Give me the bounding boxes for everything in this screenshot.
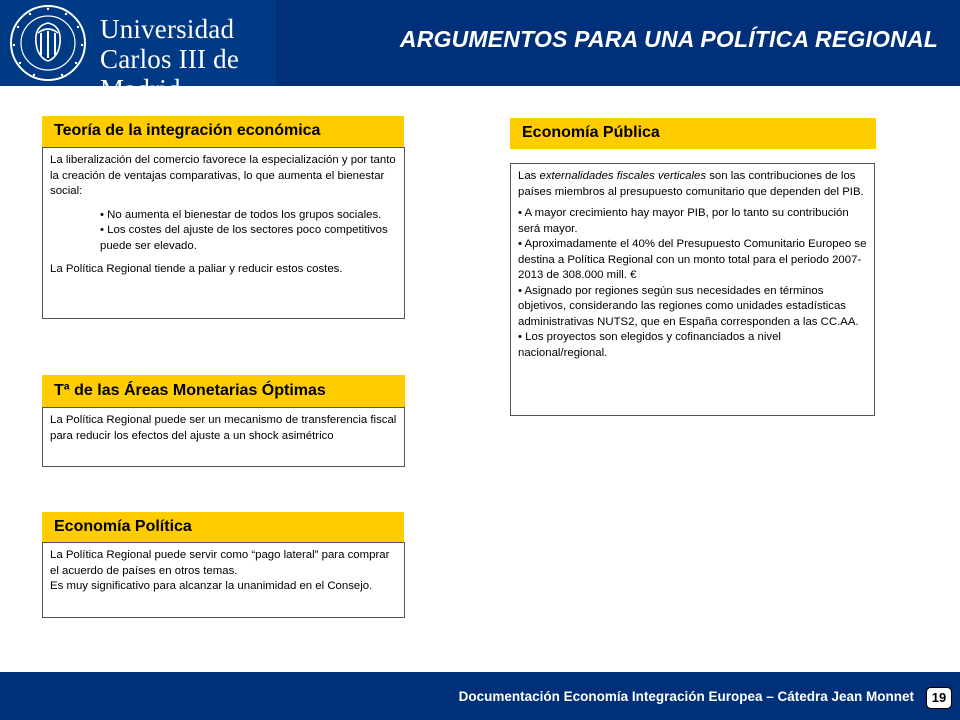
integracion-intro: La liberalización del comercio favorece la especialización y por tanto la creación de ventajas comparativas, lo que aumenta el bienestar social:: [50, 154, 396, 197]
areas-body: La Política Regional puede ser un mecanismo de transferencia fiscal para reducir los efectos del ajuste a un shock asimétrico: [50, 414, 397, 442]
integracion-bullet-1: • No aumenta el bienestar de todos los grupos sociales.: [100, 208, 382, 221]
university-name: [100, 14, 276, 104]
section-title-politica: Economía Política: [42, 512, 404, 542]
publica-intro: [518, 169, 868, 200]
section-title-areas: Tª de las Áreas Monetarias Óptimas: [42, 375, 405, 407]
header-bar: [0, 0, 960, 104]
section-box-integracion: [42, 147, 405, 319]
footer-text: Documentación Economía Integración Europea – Cátedra Jean Monnet: [458, 689, 914, 704]
university-name-line2: Carlos III de Madrid: [100, 44, 240, 104]
publica-intro-italic: externalidades fiscales verticales: [539, 170, 707, 182]
section-box-politica: [42, 542, 405, 618]
section-title-integracion: Teoría de la integración económica: [42, 116, 404, 147]
politica-line-1: La Política Regional puede servir como “pago lateral” para comprar el acuerdo de países en otros temas.: [50, 549, 390, 577]
publica-bullet-2: • Aproximadamente el 40% del Presupuesto Comunitario Europeo se destina a Política Regional con un monto total para el periodo 2007-2013 de 308.000 mill. €: [518, 238, 867, 281]
footer-bar: [0, 672, 960, 720]
section-title-publica: Economía Pública: [510, 118, 876, 149]
integracion-bullet-2: • Los costes del ajuste de los sectores poco competitivos puede ser elevado.: [100, 224, 388, 252]
publica-intro-post: son las contribuciones de los países miembros al presupuesto comunitario que dependen del PIB.: [518, 170, 864, 198]
politica-line-2: Es muy significativo para alcanzar la unanimidad en el Consejo.: [50, 580, 373, 592]
section-box-areas: [42, 407, 405, 467]
publica-bullet-1: • A mayor crecimiento hay mayor PIB, por lo tanto su contribución será mayor.: [518, 207, 849, 235]
section-box-publica: [510, 163, 875, 416]
university-seal-icon: [8, 3, 88, 83]
university-name-line1: Universidad: [100, 14, 235, 44]
integracion-closing: La Política Regional tiende a paliar y reducir estos costes.: [50, 263, 343, 275]
slide-title: ARGUMENTOS PARA UNA POLÍTICA REGIONAL: [399, 26, 938, 52]
university-logo[interactable]: [0, 0, 276, 104]
publica-bullet-4: • Los proyectos son elegidos y cofinanciados a nivel nacional/regional.: [518, 331, 781, 359]
publica-bullet-3: • Asignado por regiones según sus necesidades en términos objetivos, considerando las regiones como unidades estadísticas administrativas NUTS2, que en España corresponden a las CC.AA.: [518, 284, 859, 328]
page-number-badge: 19: [926, 687, 952, 709]
publica-intro-pre: Las: [518, 170, 540, 182]
